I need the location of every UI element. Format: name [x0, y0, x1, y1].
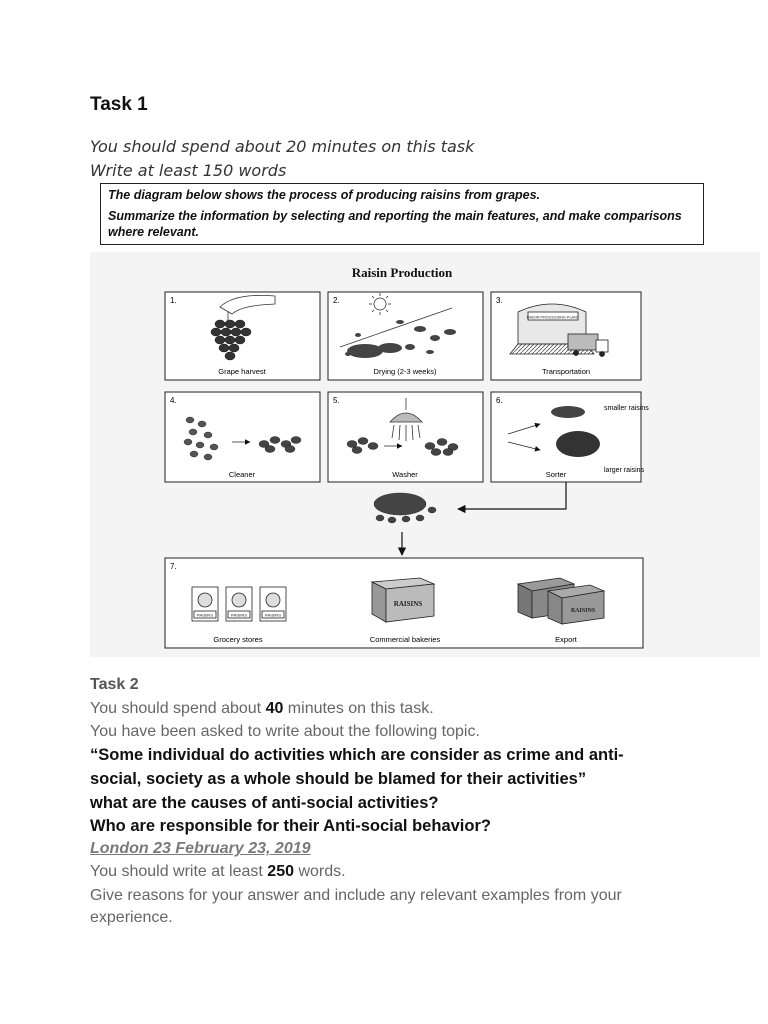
step-2-drying: [328, 292, 483, 380]
task1-instruction-words: Write at least 150 words: [90, 161, 287, 180]
raisin-diagram-svg: [90, 252, 760, 657]
task2-words-count: 250: [267, 863, 294, 880]
task2-question-line: Who are responsible for their Anti-social behavior?: [90, 817, 491, 835]
bakery-box-icon: [372, 578, 434, 622]
crate-label: RAISINS: [570, 608, 596, 614]
step-number: 3.: [496, 296, 503, 305]
sorted-raisins-pile: [374, 493, 436, 523]
step-number: 1.: [170, 296, 177, 305]
step-number: 4.: [170, 396, 177, 405]
task2-words-pre: You should write at least: [90, 863, 268, 880]
packet-label: RAISINS: [264, 612, 282, 618]
step-5-washer: [328, 392, 483, 482]
task2-date: London 23 February 23, 2019: [90, 840, 311, 857]
box-label: RAISINS: [393, 600, 423, 608]
task2-time-minutes: 40: [265, 700, 284, 717]
task1-instruction-time: You should spend about 20 minutes on this task: [90, 137, 475, 156]
step-1-grape-harvest: [165, 292, 320, 380]
step-3-transportation: [491, 292, 641, 380]
step-caption: Washer: [392, 470, 418, 479]
raisin-packets-icon: [192, 587, 286, 621]
step-number: 6.: [496, 396, 503, 405]
task2-question-line: what are the causes of anti-social activities?: [90, 794, 439, 812]
step-number: 5.: [333, 396, 340, 405]
label-larger: larger raisins: [604, 467, 645, 474]
task2-topic-line: “Some individual do activities which are consider as crime and anti-: [90, 746, 624, 764]
step-caption: Commercial bakeries: [369, 635, 441, 644]
raisin-diagram: [90, 252, 760, 657]
smaller-raisins-pile: [551, 406, 585, 418]
task2-topic-line: social, society as a whole should be blamed for their activities”: [90, 770, 587, 788]
task1-prompt-line: The diagram below shows the process of producing raisins from grapes.: [108, 188, 541, 202]
packet-label: RAISINS: [196, 612, 214, 618]
task1-prompt-box: [100, 183, 704, 245]
step-caption: Export: [555, 635, 577, 644]
step-caption: Drying (2-3 weeks): [373, 367, 437, 376]
label-smaller: smaller raisins: [604, 405, 649, 412]
step-caption: Transportation: [541, 367, 591, 376]
task2-time-pre: You should spend about: [90, 700, 266, 717]
diagram-title: Raisin Production: [351, 265, 453, 280]
step-caption: Cleaner: [228, 470, 256, 479]
task2-time-post: minutes on this task.: [283, 700, 434, 717]
task2-reasons-line: Give reasons for your answer and include any relevant examples from your: [90, 887, 622, 904]
task1-prompt-line: Summarize the information by selecting and reporting the main features, and make comparisons where relevant.: [108, 209, 682, 239]
step-number: 7.: [170, 562, 177, 571]
step-number: 2.: [333, 296, 340, 305]
packet-label: RAISINS: [230, 612, 248, 618]
task1-title: Task 1: [90, 94, 148, 115]
plant-sign: RAISIN PROCESSING PLANT: [526, 315, 580, 320]
step-6-sorter: [491, 392, 649, 482]
larger-raisins-pile: [556, 431, 600, 457]
step-caption: Grocery stores: [213, 635, 263, 644]
sorter-to-pile-arrow: [458, 482, 566, 509]
step-caption: Grape harvest: [218, 367, 266, 376]
task2-words-line: [90, 863, 346, 881]
step-7-distribution: [165, 558, 643, 648]
task2-topic-intro: You have been asked to write about the following topic.: [90, 723, 480, 740]
task2-title: Task 2: [90, 676, 139, 693]
step-4-cleaner: [165, 392, 320, 482]
task2-words-post: words.: [294, 863, 346, 880]
step-caption: Sorter: [545, 470, 567, 479]
task2-time-line: [90, 700, 434, 718]
task2-reasons-line: experience.: [90, 909, 173, 926]
